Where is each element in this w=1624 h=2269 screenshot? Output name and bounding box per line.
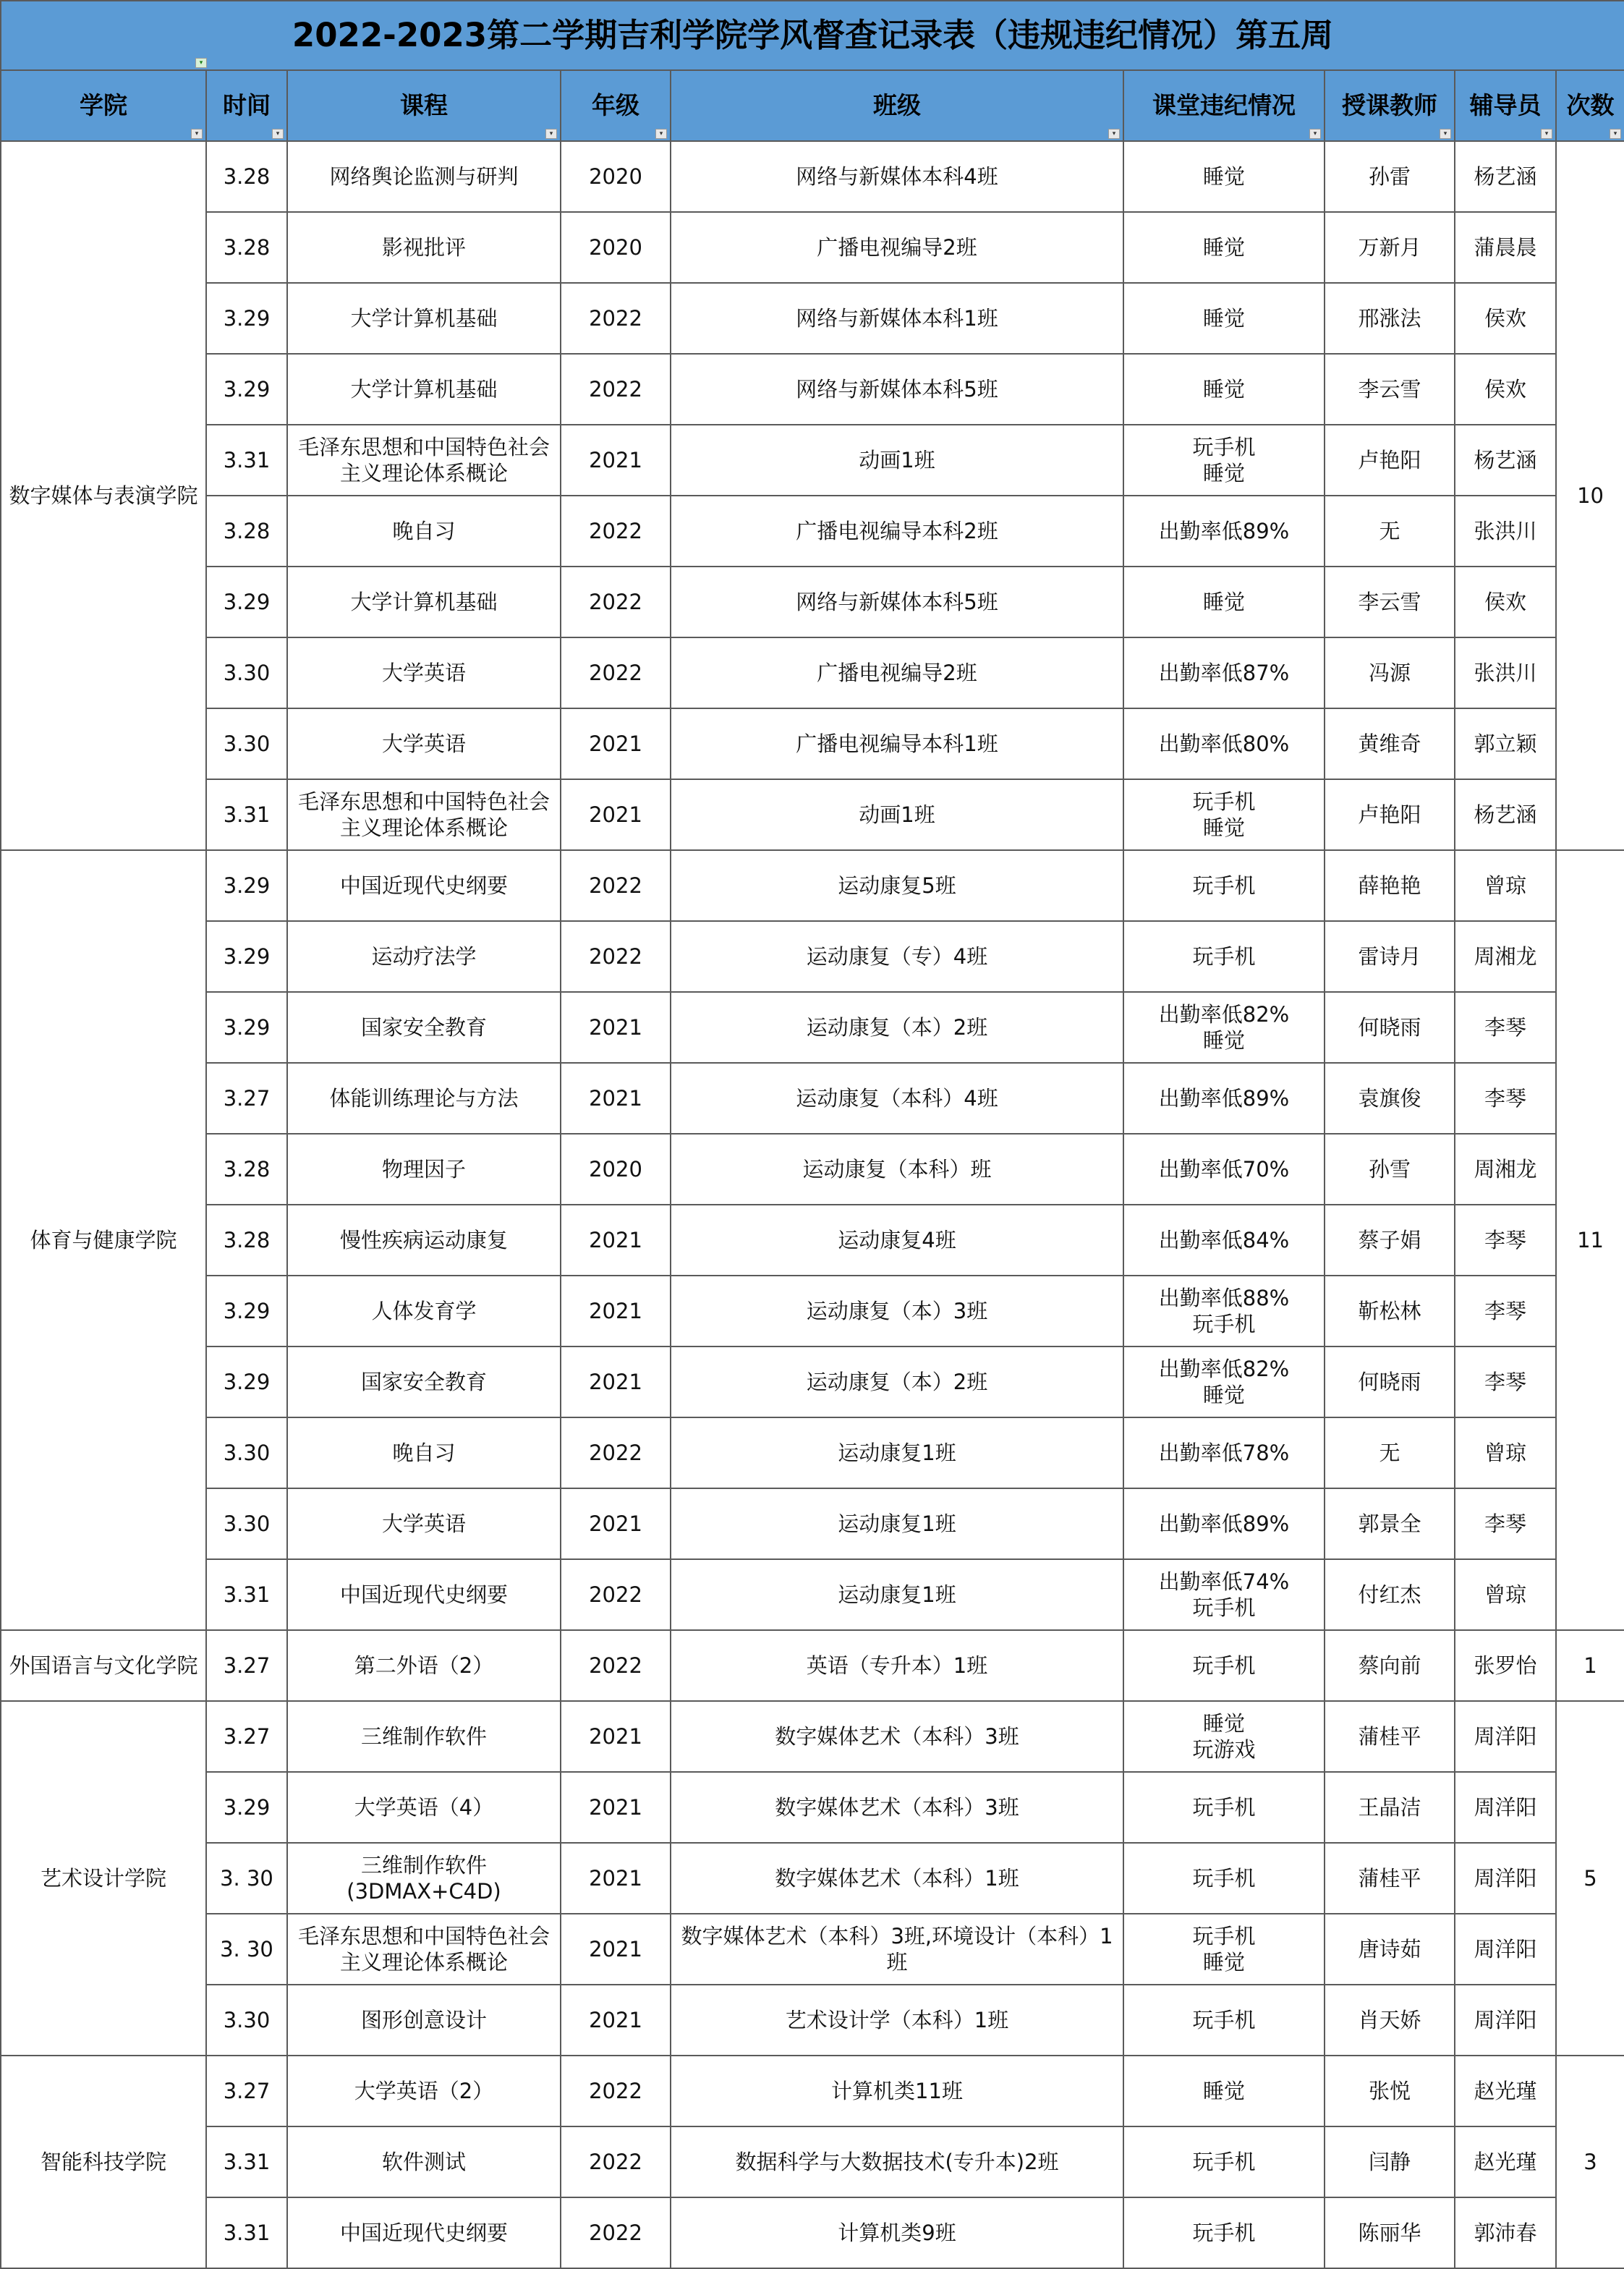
cell-class[interactable]: 数据科学与大数据技术(专升本)2班 [671,2126,1123,2197]
cell-counselor[interactable]: 曾琼 [1455,1559,1556,1630]
filter-dropdown-icon[interactable]: ▾ [1610,129,1621,139]
table-row [1,1063,1624,1134]
cell-time[interactable]: 3.30 [206,708,287,779]
cell-teacher[interactable]: 万新月 [1325,212,1455,283]
cell-time[interactable]: 3.28 [206,1205,287,1276]
cell-time[interactable]: 3.30 [206,637,287,708]
table-row [1,708,1624,779]
cell-teacher[interactable]: 冯源 [1325,637,1455,708]
cell-counselor[interactable]: 周湘龙 [1455,921,1556,992]
col-header-class[interactable] [671,70,1123,141]
cell-violation[interactable]: 玩手机 [1123,2197,1325,2268]
col-header-counselor-label: 辅导员 [1469,91,1542,119]
cell-grade[interactable]: 2021 [561,1063,671,1134]
cell-class[interactable]: 动画1班 [671,779,1123,850]
cell-college[interactable]: 智能科技学院 [1,2056,206,2268]
cell-violation[interactable]: 出勤率低82% 睡觉 [1123,1346,1325,1417]
cell-violation[interactable]: 睡觉 玩游戏 [1123,1701,1325,1772]
cell-course[interactable]: 大学英语 [287,637,561,708]
cell-course[interactable]: 毛泽东思想和中国特色社会 主义理论体系概论 [287,425,561,496]
cell-teacher[interactable]: 蒲桂平 [1325,1701,1455,1772]
cell-time[interactable]: 3.29 [206,1346,287,1417]
cell-violation[interactable]: 出勤率低87% [1123,637,1325,708]
cell-college[interactable]: 体育与健康学院 [1,850,206,1630]
cell-violation[interactable]: 出勤率低89% [1123,1488,1325,1559]
cell-course[interactable]: 大学英语 [287,708,561,779]
cell-course[interactable]: 中国近现代史纲要 [287,2197,561,2268]
cell-grade[interactable]: 2021 [561,992,671,1063]
col-header-teacher-label: 授课教师 [1342,91,1437,119]
cell-course[interactable]: 慢性疾病运动康复 [287,1205,561,1276]
cell-time[interactable]: 3.30 [206,1417,287,1488]
cell-time[interactable]: 3.31 [206,2126,287,2197]
cell-counselor[interactable]: 曾琼 [1455,1417,1556,1488]
table-row [1,283,1624,354]
cell-grade[interactable]: 2022 [561,354,671,425]
cell-counselor[interactable]: 李琴 [1455,1063,1556,1134]
sheet-title [1,1,1624,70]
cell-counselor[interactable]: 周洋阳 [1455,1985,1556,2056]
table-row [1,496,1624,567]
cell-course[interactable]: 软件测试 [287,2126,561,2197]
cell-teacher[interactable]: 闫静 [1325,2126,1455,2197]
cell-college[interactable]: 艺术设计学院 [1,1701,206,2056]
cell-time[interactable]: 3.28 [206,496,287,567]
cell-class[interactable]: 网络与新媒体本科5班 [671,354,1123,425]
cell-counselor[interactable]: 郭立颖 [1455,708,1556,779]
cell-time[interactable]: 3.27 [206,2056,287,2126]
cell-grade[interactable]: 2020 [561,1134,671,1205]
cell-class[interactable]: 计算机类11班 [671,2056,1123,2126]
cell-course[interactable]: 物理因子 [287,1134,561,1205]
cell-class[interactable]: 数字媒体艺术（本科）3班 [671,1772,1123,1843]
cell-violation[interactable]: 睡觉 [1123,2056,1325,2126]
cell-time[interactable]: 3.31 [206,1559,287,1630]
table-row [1,567,1624,637]
cell-violation[interactable]: 睡觉 [1123,567,1325,637]
cell-course[interactable]: 大学计算机基础 [287,283,561,354]
cell-class[interactable]: 运动康复5班 [671,850,1123,921]
cell-class[interactable]: 广播电视编导2班 [671,637,1123,708]
cell-grade[interactable]: 2022 [561,2197,671,2268]
cell-teacher[interactable]: 卢艳阳 [1325,779,1455,850]
table-row [1,850,1624,921]
col-header-count[interactable] [1556,70,1624,141]
cell-violation[interactable]: 出勤率低84% [1123,1205,1325,1276]
cell-violation[interactable]: 玩手机 睡觉 [1123,779,1325,850]
col-header-time-label: 时间 [223,91,271,119]
cell-time[interactable]: 3. 30 [206,1914,287,1985]
cell-counselor[interactable]: 杨艺涵 [1455,141,1556,212]
cell-class[interactable]: 网络与新媒体本科1班 [671,283,1123,354]
table-row [1,1346,1624,1417]
filter-dropdown-icon[interactable]: ▾ [1108,129,1120,139]
cell-college[interactable]: 外国语言与文化学院 [1,1630,206,1701]
cell-grade[interactable]: 2022 [561,1417,671,1488]
cell-teacher[interactable]: 袁旗俊 [1325,1063,1455,1134]
col-header-class-label: 班级 [873,91,921,119]
cell-course[interactable]: 三维制作软件 [287,1701,561,1772]
cell-teacher[interactable]: 郭景全 [1325,1488,1455,1559]
cell-violation[interactable]: 玩手机 睡觉 [1123,1914,1325,1985]
cell-class[interactable]: 运动康复（本）2班 [671,1346,1123,1417]
cell-class[interactable]: 艺术设计学（本科）1班 [671,1985,1123,2056]
col-header-grade-label: 年级 [592,91,639,119]
cell-counselor[interactable]: 郭沛春 [1455,2197,1556,2268]
cell-grade[interactable]: 2022 [561,921,671,992]
cell-grade[interactable]: 2022 [561,1630,671,1701]
cell-class[interactable]: 动画1班 [671,425,1123,496]
cell-class[interactable]: 运动康复4班 [671,1205,1123,1276]
cell-course[interactable]: 中国近现代史纲要 [287,1559,561,1630]
cell-grade[interactable]: 2022 [561,567,671,637]
cell-violation[interactable]: 出勤率低74% 玩手机 [1123,1559,1325,1630]
cell-count[interactable]: 1 [1556,1630,1624,1701]
cell-violation[interactable]: 出勤率低89% [1123,496,1325,567]
cell-course[interactable]: 晚自习 [287,1417,561,1488]
cell-grade[interactable]: 2021 [561,708,671,779]
cell-class[interactable]: 运动康复1班 [671,1488,1123,1559]
cell-grade[interactable]: 2022 [561,2126,671,2197]
cell-time[interactable]: 3.29 [206,567,287,637]
cell-time[interactable]: 3.27 [206,1063,287,1134]
cell-counselor[interactable]: 杨艺涵 [1455,779,1556,850]
cell-teacher[interactable]: 蔡向前 [1325,1630,1455,1701]
cell-violation[interactable]: 出勤率低88% 玩手机 [1123,1276,1325,1346]
cell-violation[interactable]: 玩手机 [1123,2126,1325,2197]
cell-class[interactable]: 英语（专升本）1班 [671,1630,1123,1701]
cell-count[interactable]: 5 [1556,1701,1624,2056]
cell-counselor[interactable]: 张罗怡 [1455,1630,1556,1701]
cell-counselor[interactable]: 侯欢 [1455,283,1556,354]
cell-class[interactable]: 网络与新媒体本科4班 [671,141,1123,212]
filter-dropdown-icon[interactable]: ▾ [1541,129,1552,139]
cell-violation[interactable]: 出勤率低78% [1123,1417,1325,1488]
cell-course[interactable]: 大学英语（2） [287,2056,561,2126]
filter-dropdown-icon[interactable]: ▾ [1309,129,1321,139]
cell-course[interactable]: 影视批评 [287,212,561,283]
cell-course[interactable]: 运动疗法学 [287,921,561,992]
filter-dropdown-icon[interactable]: ▾ [1440,129,1451,139]
table-row [1,779,1624,850]
table-row [1,637,1624,708]
cell-time[interactable]: 3.29 [206,354,287,425]
table-row [1,1914,1624,1985]
cell-time[interactable]: 3.30 [206,1488,287,1559]
table-row [1,2056,1624,2126]
col-header-college[interactable] [1,70,206,141]
cell-course[interactable]: 大学英语 [287,1488,561,1559]
cell-counselor[interactable]: 侯欢 [1455,567,1556,637]
cell-counselor[interactable]: 张洪川 [1455,637,1556,708]
table-body [1,141,1624,2268]
cell-teacher[interactable]: 靳松林 [1325,1276,1455,1346]
cell-grade[interactable]: 2021 [561,1276,671,1346]
cell-grade[interactable]: 2020 [561,141,671,212]
cell-teacher[interactable]: 肖天娇 [1325,1985,1455,2056]
col-header-count-label: 次数 [1566,91,1615,119]
cell-grade[interactable]: 2021 [561,779,671,850]
cell-class[interactable]: 广播电视编导本科1班 [671,708,1123,779]
cell-violation[interactable]: 玩手机 睡觉 [1123,425,1325,496]
cell-class[interactable]: 运动康复1班 [671,1559,1123,1630]
cell-teacher[interactable]: 蔡子娟 [1325,1205,1455,1276]
cell-course[interactable]: 三维制作软件 (3DMAX+C4D) [287,1843,561,1914]
filter-dropdown-icon[interactable]: ▾ [545,129,557,139]
cell-course[interactable]: 人体发育学 [287,1276,561,1346]
cell-time[interactable]: 3.29 [206,283,287,354]
cell-class[interactable]: 运动康复1班 [671,1417,1123,1488]
header-row [1,70,1624,141]
cell-class[interactable]: 数字媒体艺术（本科）3班 [671,1701,1123,1772]
cell-teacher[interactable]: 陈丽华 [1325,2197,1455,2268]
cell-grade[interactable]: 2022 [561,1559,671,1630]
cell-class[interactable]: 运动康复（本科）4班 [671,1063,1123,1134]
cell-time[interactable]: 3.29 [206,1772,287,1843]
sheet-title-text: 2022-2023第二学期吉利学院学风督查记录表（违规违纪情况）第五周 [292,16,1334,54]
table-row [1,1488,1624,1559]
cell-violation[interactable]: 出勤率低82% 睡觉 [1123,992,1325,1063]
cell-grade[interactable]: 2021 [561,1346,671,1417]
cell-time[interactable]: 3.30 [206,1985,287,2056]
cell-time[interactable]: 3. 30 [206,1843,287,1914]
cell-counselor[interactable]: 周洋阳 [1455,1914,1556,1985]
cell-counselor[interactable]: 周洋阳 [1455,1701,1556,1772]
cell-class[interactable]: 运动康复（本科）班 [671,1134,1123,1205]
cell-time[interactable]: 3.29 [206,850,287,921]
cell-counselor[interactable]: 李琴 [1455,1276,1556,1346]
cell-counselor[interactable]: 侯欢 [1455,354,1556,425]
cell-time[interactable]: 3.31 [206,2197,287,2268]
cell-course[interactable]: 体能训练理论与方法 [287,1063,561,1134]
table-row [1,141,1624,212]
cell-grade[interactable]: 2021 [561,1985,671,2056]
cell-counselor[interactable]: 杨艺涵 [1455,425,1556,496]
col-header-counselor[interactable] [1455,70,1556,141]
cell-course[interactable]: 毛泽东思想和中国特色社会 主义理论体系概论 [287,779,561,850]
table-row [1,992,1624,1063]
filter-dropdown-icon[interactable]: ▾ [272,129,284,139]
cell-counselor[interactable]: 曾琼 [1455,850,1556,921]
cell-teacher[interactable]: 卢艳阳 [1325,425,1455,496]
cell-time[interactable]: 3.27 [206,1701,287,1772]
cell-teacher[interactable]: 何晓雨 [1325,1346,1455,1417]
cell-violation[interactable]: 出勤率低89% [1123,1063,1325,1134]
cell-violation[interactable]: 玩手机 [1123,1772,1325,1843]
col-header-violation-label: 课堂违纪情况 [1152,91,1296,119]
cell-violation[interactable]: 睡觉 [1123,283,1325,354]
cell-class[interactable]: 数字媒体艺术（本科）1班 [671,1843,1123,1914]
filter-dropdown-icon[interactable]: ▾ [655,129,667,139]
cell-time[interactable]: 3.28 [206,212,287,283]
col-header-time[interactable] [206,70,287,141]
cell-violation[interactable]: 出勤率低70% [1123,1134,1325,1205]
table-row [1,1559,1624,1630]
cell-teacher[interactable]: 雷诗月 [1325,921,1455,992]
table-row [1,1772,1624,1843]
table-row [1,1205,1624,1276]
cell-counselor[interactable]: 周湘龙 [1455,1134,1556,1205]
cell-grade[interactable]: 2022 [561,637,671,708]
cell-teacher[interactable]: 薛艳艳 [1325,850,1455,921]
cell-grade[interactable]: 2022 [561,2056,671,2126]
cell-grade[interactable]: 2021 [561,1488,671,1559]
cell-class[interactable]: 广播电视编导2班 [671,212,1123,283]
cell-class[interactable]: 数字媒体艺术（本科）3班,环境设计（本科）1 班 [671,1914,1123,1985]
cell-class[interactable]: 广播电视编导本科2班 [671,496,1123,567]
cell-count[interactable]: 10 [1556,141,1624,850]
cell-time[interactable]: 3.28 [206,141,287,212]
cell-teacher[interactable]: 邢涨法 [1325,283,1455,354]
cell-course[interactable]: 网络舆论监测与研判 [287,141,561,212]
cell-violation[interactable]: 睡觉 [1123,354,1325,425]
cell-teacher[interactable]: 唐诗茹 [1325,1914,1455,1985]
cell-grade[interactable]: 2022 [561,850,671,921]
cell-teacher[interactable]: 张悦 [1325,2056,1455,2126]
cell-count[interactable]: 3 [1556,2056,1624,2268]
cell-course[interactable]: 国家安全教育 [287,992,561,1063]
table-row [1,921,1624,992]
cell-grade[interactable]: 2021 [561,1843,671,1914]
cell-time[interactable]: 3.27 [206,1630,287,1701]
cell-violation[interactable]: 玩手机 [1123,1985,1325,2056]
cell-teacher[interactable]: 李云雪 [1325,567,1455,637]
col-header-college-label: 学院 [80,91,127,119]
table-row [1,1843,1624,1914]
cell-course[interactable]: 大学英语（4） [287,1772,561,1843]
table-row [1,425,1624,496]
cell-violation[interactable]: 玩手机 [1123,1843,1325,1914]
cell-time[interactable]: 3.31 [206,425,287,496]
table-row [1,1134,1624,1205]
cell-violation[interactable]: 玩手机 [1123,1630,1325,1701]
cell-time[interactable]: 3.29 [206,921,287,992]
col-header-course[interactable] [287,70,561,141]
cell-counselor[interactable]: 李琴 [1455,992,1556,1063]
cell-counselor[interactable]: 张洪川 [1455,496,1556,567]
cell-class[interactable]: 计算机类9班 [671,2197,1123,2268]
cell-violation[interactable]: 出勤率低80% [1123,708,1325,779]
cell-grade[interactable]: 2022 [561,283,671,354]
cell-teacher[interactable]: 王晶洁 [1325,1772,1455,1843]
cell-course[interactable]: 第二外语（2） [287,1630,561,1701]
cell-class[interactable]: 运动康复（专）4班 [671,921,1123,992]
cell-counselor[interactable]: 李琴 [1455,1346,1556,1417]
cell-teacher[interactable]: 黄维奇 [1325,708,1455,779]
cell-class[interactable]: 运动康复（本）2班 [671,992,1123,1063]
cell-teacher[interactable]: 孙雷 [1325,141,1455,212]
table-row [1,2197,1624,2268]
cell-grade[interactable]: 2021 [561,1772,671,1843]
cell-teacher[interactable]: 付红杰 [1325,1559,1455,1630]
cell-time[interactable]: 3.31 [206,779,287,850]
table-row [1,1630,1624,1701]
cell-counselor[interactable]: 周洋阳 [1455,1843,1556,1914]
col-header-teacher[interactable] [1325,70,1455,141]
table-row [1,2126,1624,2197]
cell-grade[interactable]: 2020 [561,212,671,283]
col-header-violation[interactable] [1123,70,1325,141]
col-header-course-label: 课程 [400,91,448,119]
col-header-grade[interactable] [561,70,671,141]
cell-count[interactable]: 11 [1556,850,1624,1630]
cell-teacher[interactable]: 蒲桂平 [1325,1843,1455,1914]
cell-course[interactable]: 图形创意设计 [287,1985,561,2056]
cell-counselor[interactable]: 赵光瑾 [1455,2056,1556,2126]
cell-time[interactable]: 3.29 [206,1276,287,1346]
cell-counselor[interactable]: 周洋阳 [1455,1772,1556,1843]
cell-course[interactable]: 毛泽东思想和中国特色社会 主义理论体系概论 [287,1914,561,1985]
cell-teacher[interactable]: 李云雪 [1325,354,1455,425]
cell-course[interactable]: 国家安全教育 [287,1346,561,1417]
cell-teacher[interactable]: 无 [1325,1417,1455,1488]
table-row [1,1417,1624,1488]
cell-violation[interactable]: 睡觉 [1123,212,1325,283]
cell-course[interactable]: 大学计算机基础 [287,567,561,637]
cell-college[interactable]: 数字媒体与表演学院 [1,141,206,850]
cell-course[interactable]: 晚自习 [287,496,561,567]
cell-counselor[interactable]: 李琴 [1455,1205,1556,1276]
table-row [1,1276,1624,1346]
cell-violation[interactable]: 玩手机 [1123,850,1325,921]
cell-grade[interactable]: 2021 [561,425,671,496]
cell-class[interactable]: 网络与新媒体本科5班 [671,567,1123,637]
table-row [1,1985,1624,2056]
cell-teacher[interactable]: 何晓雨 [1325,992,1455,1063]
cell-counselor[interactable]: 李琴 [1455,1488,1556,1559]
table-row [1,354,1624,425]
cell-time[interactable]: 3.29 [206,992,287,1063]
table-row [1,1701,1624,1772]
cell-counselor[interactable]: 蒲晨晨 [1455,212,1556,283]
filter-dropdown-icon[interactable]: ▾ [191,129,203,139]
cell-teacher[interactable]: 无 [1325,496,1455,567]
cell-grade[interactable]: 2021 [561,1205,671,1276]
cell-time[interactable]: 3.28 [206,1134,287,1205]
cell-violation[interactable]: 睡觉 [1123,141,1325,212]
cell-teacher[interactable]: 孙雪 [1325,1134,1455,1205]
filter-dropdown-icon[interactable]: ▾ [195,58,207,68]
cell-grade[interactable]: 2021 [561,1914,671,1985]
cell-grade[interactable]: 2022 [561,496,671,567]
cell-course[interactable]: 中国近现代史纲要 [287,850,561,921]
cell-course[interactable]: 大学计算机基础 [287,354,561,425]
cell-violation[interactable]: 玩手机 [1123,921,1325,992]
cell-counselor[interactable]: 赵光瑾 [1455,2126,1556,2197]
table-row [1,212,1624,283]
cell-class[interactable]: 运动康复（本）3班 [671,1276,1123,1346]
cell-grade[interactable]: 2021 [561,1701,671,1772]
